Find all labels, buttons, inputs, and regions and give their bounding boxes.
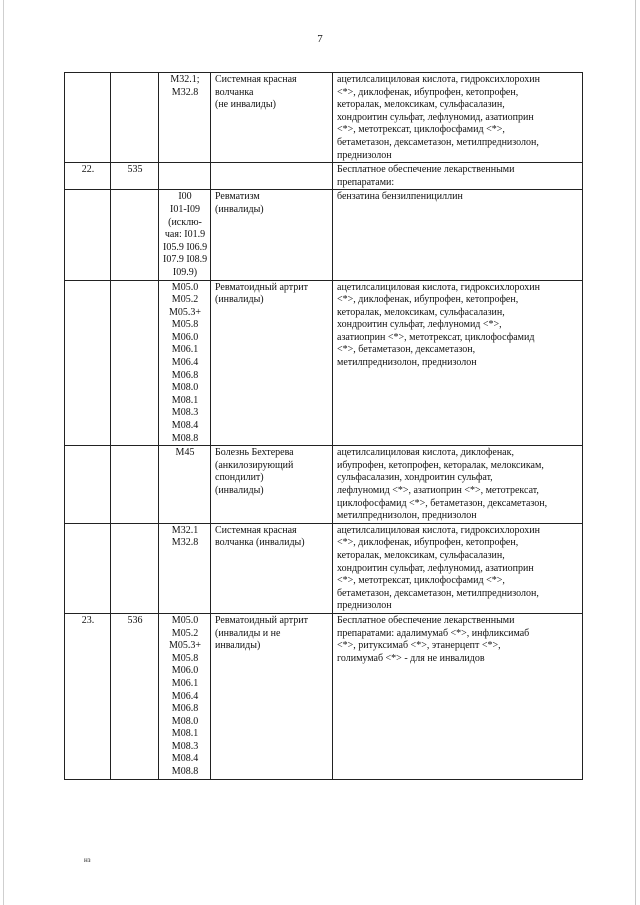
mkb-codes-line: M05.3+ xyxy=(168,640,202,652)
drugs-line: <*>, метотрексат, циклофосфамид <*>, xyxy=(337,124,505,136)
mkb-codes-line: I01-I09 xyxy=(170,203,200,215)
mkb-codes-line: M06.8 xyxy=(171,369,199,381)
disease-cell xyxy=(211,280,333,446)
mkb-codes-line: M06.4 xyxy=(171,690,199,702)
mkb-codes-line: M32.8 xyxy=(171,86,199,98)
row-code-cell xyxy=(111,280,159,446)
row-number-cell xyxy=(65,446,111,524)
drugs-line: ацетилсалициловая кислота, гидроксихлорохин xyxy=(337,281,541,293)
drugs-line: ибупрофен, кетопрофен, кеторалак, мелоксикам, xyxy=(337,459,544,471)
drugs-line: метилпреднизолон, преднизолон xyxy=(337,510,477,522)
mkb-codes-line: M05.2 xyxy=(171,627,199,639)
disease-line: Системная красная xyxy=(215,524,297,536)
drugs-line: ацетилсалициловая кислота, гидроксихлорохин xyxy=(337,74,541,85)
disease-line: Системная красная xyxy=(215,74,297,85)
disease-line: Ревматоидный артрит xyxy=(215,281,308,293)
disease-cell xyxy=(211,523,333,613)
row-code-cell: 536 xyxy=(111,613,159,779)
row-number-cell: 22. xyxy=(65,163,111,190)
mkb-codes-line: I09.9) xyxy=(172,266,198,278)
table-body xyxy=(65,73,583,780)
disease-line: (инвалиды) xyxy=(215,485,264,496)
footer-mark: нз xyxy=(84,856,91,864)
drugs-line: преднизолон xyxy=(337,600,392,612)
mkb-codes-line: M05.8 xyxy=(171,319,199,331)
mkb-codes-cell xyxy=(159,280,211,446)
mkb-codes-line: M06.0 xyxy=(171,665,199,677)
mkb-codes-line: чая: I01.9 xyxy=(164,229,206,241)
mkb-codes-line: M06.0 xyxy=(171,331,199,343)
drugs-line: лефлуномид <*>, азатиоприн <*>, метотрексат, xyxy=(337,485,539,496)
mkb-codes-line: M08.0 xyxy=(171,382,199,394)
table-row xyxy=(65,446,583,524)
mkb-codes-line: M08.8 xyxy=(171,766,199,778)
mkb-codes-line: M06.4 xyxy=(171,357,199,369)
drugs-line: препаратами: xyxy=(337,176,395,188)
disease-cell xyxy=(211,73,333,163)
mkb-codes-line: M08.1 xyxy=(171,728,199,740)
drugs-line: бетаметазон, дексаметазон, метилпреднизолон, xyxy=(337,587,539,599)
mkb-codes-cell xyxy=(159,613,211,779)
drugs-line: метилпреднизолон, преднизолон xyxy=(337,357,477,369)
drugs-line: кеторалак, мелоксикам, сульфасалазин, xyxy=(337,99,505,111)
mkb-codes-line: M32.1 xyxy=(171,524,199,536)
mkb-codes-line: M06.8 xyxy=(171,703,199,715)
mkb-codes-line: M06.1 xyxy=(171,677,199,689)
drugs-cell xyxy=(333,280,583,446)
drugs-line: голимумаб <*> - для не инвалидов xyxy=(337,652,485,664)
disease-line: Ревматизм xyxy=(215,191,260,203)
disease-line: Ревматоидный артрит xyxy=(215,614,308,626)
drugs-line: <*>, ритуксимаб <*>, этанерцепт <*>, xyxy=(337,640,501,652)
drugs-line: кеторалак, мелоксикам, сульфасалазин, xyxy=(337,549,505,561)
drugs-line: <*>, диклофенак, ибупрофен, кетопрофен, xyxy=(337,294,519,306)
disease-line: (инвалиды) xyxy=(215,294,264,306)
mkb-codes-line: M08.3 xyxy=(171,407,199,419)
drugs-line: <*>, бетаметазон, дексаметазон, xyxy=(337,344,476,356)
disease-cell xyxy=(211,163,333,190)
mkb-codes-line: M08.3 xyxy=(171,740,199,752)
mkb-codes-cell xyxy=(159,73,211,163)
row-code-cell xyxy=(111,446,159,524)
disease-line: волчанка (инвалиды) xyxy=(215,537,305,549)
drugs-line: циклофосфамид <*>, бетаметазон, дексаметазон, xyxy=(337,497,548,509)
mkb-codes-line: I07.9 I08.9 xyxy=(163,254,208,266)
mkb-codes-line: M32.1; xyxy=(170,74,200,85)
drugs-cell xyxy=(333,163,583,190)
row-number-cell: 23. xyxy=(65,613,111,779)
drug-provision-table xyxy=(64,72,583,780)
drugs-line: Бесплатное обеспечение лекарственными xyxy=(337,164,515,176)
mkb-codes-line: I05.9 I06.9 xyxy=(163,241,208,253)
mkb-codes-line: M08.4 xyxy=(171,420,199,432)
drugs-cell xyxy=(333,523,583,613)
page-number: 7 xyxy=(317,33,323,45)
mkb-codes-line: I00 xyxy=(178,191,192,203)
mkb-codes-line: M08.8 xyxy=(171,432,199,444)
drugs-line: ацетилсалициловая кислота, гидроксихлорохин xyxy=(337,524,541,536)
disease-line: спондилит) xyxy=(215,472,264,484)
mkb-codes-cell xyxy=(159,446,211,524)
table-row xyxy=(65,523,583,613)
mkb-codes-line: M32.8 xyxy=(171,537,199,549)
table-row xyxy=(65,280,583,446)
table-row xyxy=(65,73,583,163)
mkb-codes-line: M08.4 xyxy=(171,753,199,765)
drugs-line: <*>, метотрексат, циклофосфамид <*>, xyxy=(337,575,505,587)
mkb-codes-cell xyxy=(159,523,211,613)
mkb-codes-line: M05.0 xyxy=(171,614,199,626)
mkb-codes-line: M08.0 xyxy=(171,715,199,727)
disease-line: инвалиды) xyxy=(215,640,261,652)
disease-line: (инвалиды) xyxy=(215,203,264,215)
drugs-cell xyxy=(333,190,583,280)
drugs-line: Бесплатное обеспечение лекарственными xyxy=(337,614,515,626)
drugs-line: бензатина бензилпенициллин xyxy=(337,191,463,203)
row-code-cell xyxy=(111,523,159,613)
row-code-cell: 535 xyxy=(111,163,159,190)
mkb-codes-line: M05.8 xyxy=(171,652,199,664)
disease-cell xyxy=(211,613,333,779)
drugs-cell xyxy=(333,446,583,524)
drugs-line: ацетилсалициловая кислота, диклофенак, xyxy=(337,447,514,459)
drugs-line: хондроитин сульфат, лефлуномид, азатиоприн xyxy=(337,562,534,574)
disease-line: (не инвалиды) xyxy=(215,99,276,111)
mkb-codes-line: (исклю- xyxy=(168,216,202,228)
mkb-codes-line: M06.1 xyxy=(171,344,199,356)
row-number-cell xyxy=(65,523,111,613)
disease-cell xyxy=(211,446,333,524)
mkb-codes-line: M05.2 xyxy=(171,294,199,306)
mkb-codes-line: M05.3+ xyxy=(168,306,202,318)
mkb-codes-line: M05.0 xyxy=(171,281,199,293)
row-code-cell xyxy=(111,73,159,163)
drugs-line: хондроитин сульфат, лефлуномид <*>, xyxy=(337,319,502,331)
scan-edge-right xyxy=(635,0,636,905)
disease-line: Болезнь Бехтерева xyxy=(215,447,294,459)
drugs-cell xyxy=(333,73,583,163)
disease-line: волчанка xyxy=(215,86,254,98)
mkb-codes-line: M08.1 xyxy=(171,394,199,406)
row-number-cell xyxy=(65,190,111,280)
drugs-line: бетаметазон, дексаметазон, метилпреднизолон, xyxy=(337,136,539,148)
mkb-codes-cell xyxy=(159,163,211,190)
drugs-line: <*>, диклофенак, ибупрофен, кетопрофен, xyxy=(337,537,519,549)
table-row xyxy=(65,613,583,779)
drugs-line: <*>, диклофенак, ибупрофен, кетопрофен, xyxy=(337,86,519,98)
mkb-codes-line: M45 xyxy=(175,447,195,459)
table-row xyxy=(65,190,583,280)
disease-line: (анкилозирующий xyxy=(215,459,294,471)
drugs-line: преднизолон xyxy=(337,149,392,161)
drugs-line: кеторалак, мелоксикам, сульфасалазин, xyxy=(337,306,505,318)
disease-line: (инвалиды и не xyxy=(215,627,281,639)
drugs-cell xyxy=(333,613,583,779)
row-number-cell xyxy=(65,73,111,163)
drugs-line: азатиоприн <*>, метотрексат, циклофосфамид xyxy=(337,331,535,343)
drugs-line: препаратами: адалимумаб <*>, инфликсимаб xyxy=(337,627,530,639)
drugs-line: хондроитин сульфат, лефлуномид, азатиоприн xyxy=(337,111,534,123)
disease-cell xyxy=(211,190,333,280)
table-row xyxy=(65,163,583,190)
row-code-cell xyxy=(111,190,159,280)
mkb-codes-cell xyxy=(159,190,211,280)
drugs-line: сульфасалазин, хондроитин сульфат, xyxy=(337,472,493,484)
row-number-cell xyxy=(65,280,111,446)
scan-edge-left xyxy=(3,0,4,905)
